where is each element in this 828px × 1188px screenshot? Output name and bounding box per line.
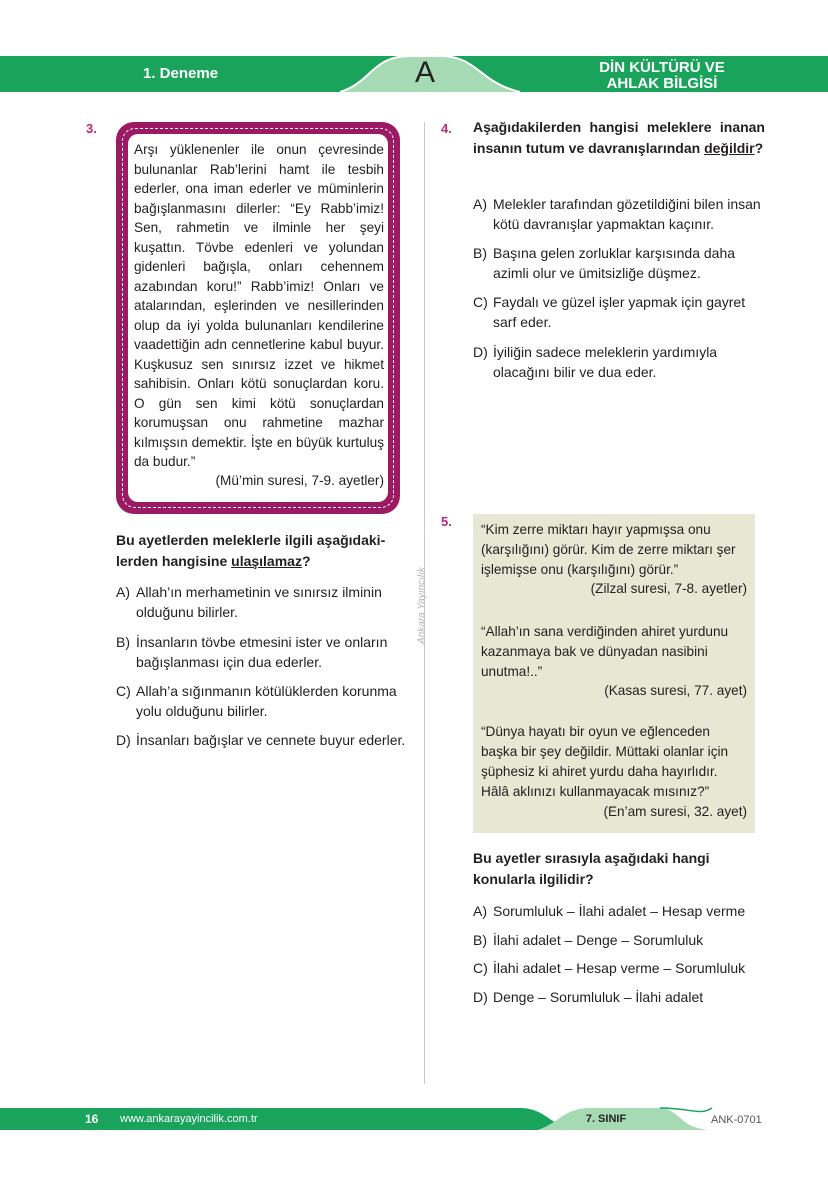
q3-number: 3.: [86, 121, 97, 136]
q3-option-d[interactable]: [116, 730, 408, 750]
q5-option-b[interactable]: [473, 930, 773, 950]
q4-stem-text: Aşağıdakilerden hangisi meleklere inanan insanın tutum ve davranışlarından: [473, 119, 765, 156]
q5-option-d-text: Denge – Sorumluluk – İlahi adalet: [493, 989, 704, 1005]
q3-source: (Mü’min suresi, 7-9. ayetler): [215, 473, 384, 488]
q5-option-c-letter: C): [473, 960, 488, 976]
q5-source-1: (Zilzal suresi, 7-8. ayetler): [590, 581, 747, 596]
q3-option-d-text: İnsanları bağışlar ve cennete buyur ederler.: [136, 732, 406, 748]
q4-stem-keyword: değildir: [704, 140, 755, 156]
q3-option-c-letter: C): [116, 683, 131, 699]
q3-option-d-letter: D): [116, 732, 131, 748]
q4-option-d-letter: D): [473, 344, 488, 360]
q3-option-a-text: Allah’ın merhametinin ve sınırsız ilminin olduğunu bilirler.: [136, 584, 382, 620]
q3-stem: [116, 530, 412, 572]
q4-option-a-letter: A): [473, 196, 487, 212]
q5-number: 5.: [441, 514, 452, 529]
q5-option-c[interactable]: [473, 958, 773, 978]
q5-option-b-text: İlahi adalet – Denge – Sorumluluk: [493, 932, 704, 948]
q3-option-a-letter: A): [116, 584, 130, 600]
q3-option-c[interactable]: [116, 681, 408, 721]
q4-option-a-text: Melekler tarafından gözetildiğini bilen insan kötü davranışlar yapmaktan kaçınır.: [493, 196, 761, 232]
q3-stem-mark: ?: [301, 553, 311, 569]
q3-option-b[interactable]: [116, 632, 408, 672]
grade-label: 7. SINIF: [585, 1113, 627, 1125]
q4-option-d-text: İyiliğin sadece meleklerin yardımıyla olacağını bilir ve dua eder.: [493, 344, 718, 380]
q5-option-a-text: Sorumluluk – İlahi adalet – Hesap verme: [493, 903, 746, 919]
q5-option-d[interactable]: [473, 987, 773, 1007]
q5-passage-2: “Allah’ın sana verdiğinden ahiret yurdunu kazanmaya bak ve dünyadan nasibini unutma!..”: [481, 624, 729, 679]
q4-option-c[interactable]: [473, 292, 765, 332]
q4-option-b[interactable]: [473, 243, 765, 283]
q4-stem-mark: ?: [754, 140, 764, 156]
q4-option-c-letter: C): [473, 294, 488, 310]
q4-option-b-text: Başına gelen zorluklar karşısında daha azimli olur ve ümitsizliğe düşmez.: [493, 245, 736, 281]
q3-stem-keyword: ulaşılamaz: [231, 553, 302, 569]
q5-source-2: (Kasas suresi, 77. ayet): [604, 683, 747, 698]
q3-stem-line1: Bu ayetlerden meleklerle ilgili aşağıdaki-: [116, 532, 386, 548]
q5-option-d-letter: D): [473, 989, 488, 1005]
q3-option-a[interactable]: [116, 582, 408, 622]
subject-title: [578, 60, 746, 92]
q4-stem: [473, 117, 765, 159]
exam-title: 1. Deneme: [143, 65, 219, 82]
subject-line-2: AHLAK BİLGİSİ: [606, 75, 718, 92]
q3-option-b-letter: B): [116, 634, 130, 650]
q5-option-b-letter: B): [473, 932, 487, 948]
q5-option-a-letter: A): [473, 903, 487, 919]
booklet-code: ANK-0701: [711, 1114, 762, 1126]
q5-source-3: (En’am suresi, 32. ayet): [603, 804, 747, 819]
q3-option-b-text: İnsanların tövbe etmesini ister ve onların bağışlanması için dua ederler.: [136, 634, 388, 670]
q4-option-a[interactable]: [473, 194, 765, 234]
q4-option-b-letter: B): [473, 245, 487, 261]
q3-passage: Arşı yüklenenler ile onun çevresinde bulunanlar Rab’lerini hamt ile tesbih ederler, ona iman ederler ve müminlerin bağışlanmasını dilerler: “Ey Rabb’imiz! Sen, rahmetin ve ilminle her şeyi kuşattın. Tövbe edenleri ve yolundan gidenleri bağışla, onları cehennem azabından koru!” Rabb’imiz! Onları ve atalarından, eşlerinden ve nesillerinden olup da iyi yolda bulunanları kendilerine vaadettiğin adn cennetlerine kabul buyur. Kuşkusuz sen sınırsız izzet ve hikmet sahibisin. Onları kötü sonuçlardan koru. O gün sen kimi kötü sonuçlardan korumuşsan onu rahmetine mazhar kılmışsın demektir. İşte en büyük kurtuluş da budur.”: [134, 142, 384, 469]
publisher-watermark: Ankara Yayıncılık: [416, 567, 428, 644]
q5-option-c-text: İlahi adalet – Hesap verme – Sorumluluk: [493, 960, 746, 976]
publisher-url: www.ankarayayincilik.com.tr: [120, 1113, 258, 1125]
q5-stem: Bu ayetler sırasıyla aşağıdaki hangi konularla ilgilidir?: [473, 850, 710, 887]
q4-number: 4.: [441, 121, 452, 136]
page-number: 16: [85, 1112, 99, 1126]
q3-stem-line2-pre: lerden hangisine: [116, 553, 232, 569]
subject-line-1: DİN KÜLTÜRÜ VE: [599, 59, 725, 76]
q4-option-c-text: Faydalı ve güzel işler yapmak için gayret sarf eder.: [493, 294, 746, 330]
q5-passage-3: “Dünya hayatı bir oyun ve eğlenceden başka bir şey değildir. Müttaki olanlar için şüphesiz ki ahiret yurdu daha hayırlıdır. Hâlâ aklınızı kullanmayacak mısınız?”: [481, 724, 729, 799]
q4-option-d[interactable]: [473, 342, 765, 382]
q5-option-a[interactable]: [473, 901, 773, 921]
q5-passage-1: “Kim zerre miktarı hayır yapmışsa onu (karşılığını) görür. Kim de zerre miktarı şer işlemişse onu (karşılığını) görür.”: [481, 522, 736, 577]
q3-option-c-text: Allah’a sığınmanın kötülüklerden korunma yolu olduğunu bilirler.: [136, 683, 397, 719]
booklet-letter: A: [414, 56, 435, 89]
